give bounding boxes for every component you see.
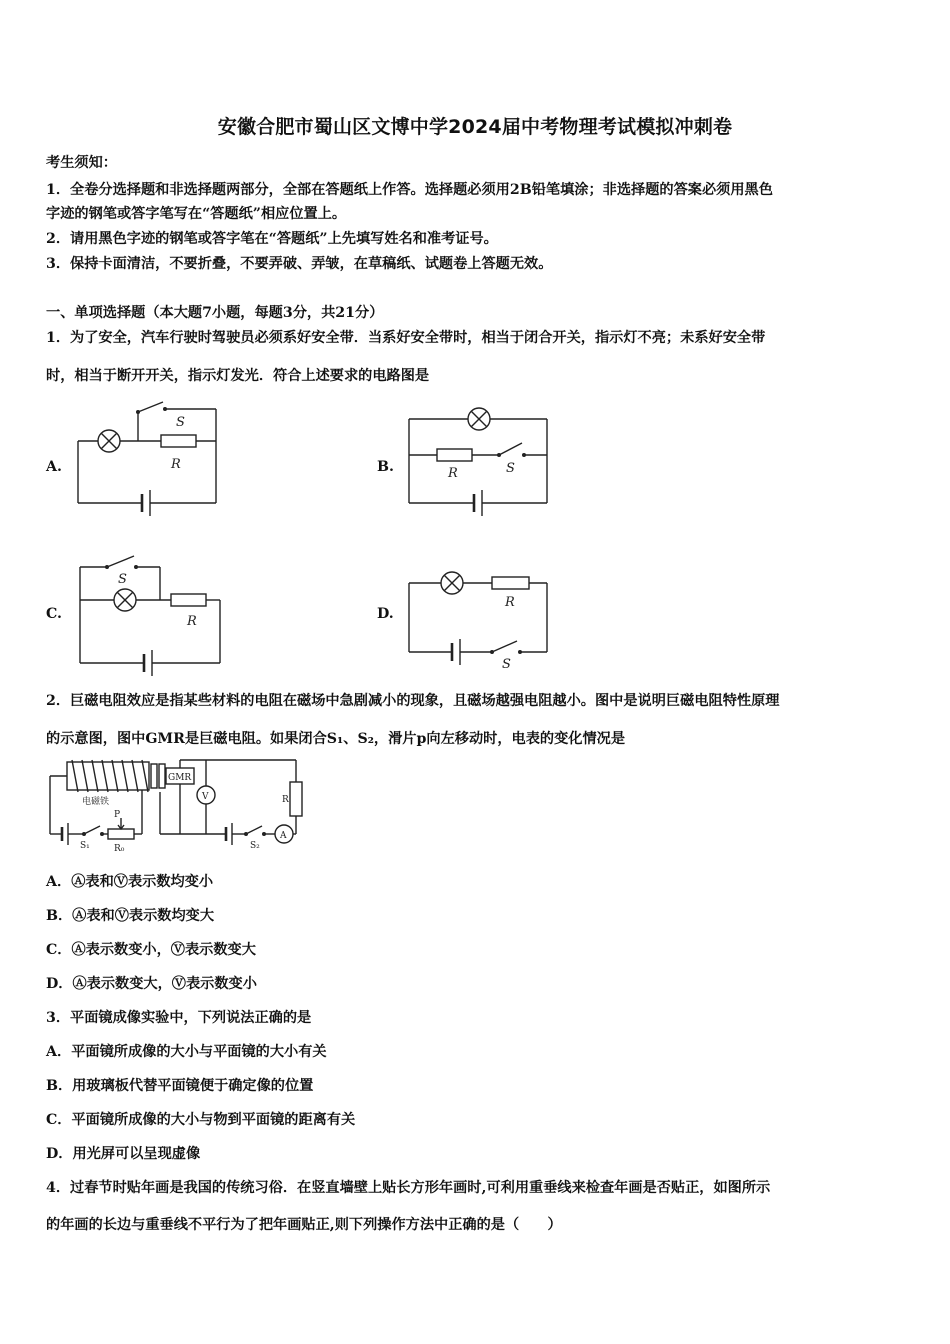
resistor-label: R <box>505 595 515 610</box>
circuit-d <box>409 572 547 672</box>
page-title: 安徽合肥市蜀山区文博中学2024届中考物理考试模拟冲刺卷 <box>217 116 733 138</box>
option-a-label: A. <box>46 459 62 475</box>
option-b-label: B. <box>377 459 394 475</box>
question-3-stem: 3．平面镜成像实验中，下列说法正确的是 <box>46 1010 312 1026</box>
option-d: D．Ⓐ表示数变大，Ⓥ表示数变小 <box>46 976 257 992</box>
circuit-a <box>78 402 216 516</box>
question-1-stem: 1．为了安全，汽车行驶时驾驶员必须系好安全带．当系好安全带时，相当于闭合开关，指示灯不亮；未系好安全带 <box>46 330 766 346</box>
s1-label: S₁ <box>80 841 90 851</box>
notice-heading: 考生须知： <box>46 155 117 171</box>
option-c: C．平面镜所成像的大小与物到平面镜的距离有关 <box>46 1112 356 1128</box>
option-c: C．Ⓐ表示数变小，Ⓥ表示数变大 <box>46 942 256 958</box>
question-2-stem: 的示意图，图中GMR是巨磁电阻。如果闭合S₁、S₂，滑片p向左移动时，电表的变化情况是 <box>46 731 626 747</box>
s2-label: S₂ <box>250 841 260 851</box>
section-heading: 一、单项选择题（本大题7小题，每题3分，共21分） <box>46 305 384 321</box>
r0-label: R₀ <box>114 844 125 854</box>
switch-label: S <box>118 572 127 587</box>
option-c-label: C. <box>46 606 62 622</box>
option-b: B．用玻璃板代替平面镜便于确定像的位置 <box>46 1078 314 1094</box>
question-1-stem: 时，相当于断开开关，指示灯发光．符合上述要求的电路图是 <box>46 368 430 384</box>
notice-item: 1．全卷分选择题和非选择题两部分，全部在答题纸上作答。选择题必须用2B铅笔填涂；非选择题的答案必须用黑色 <box>46 182 773 198</box>
circuit-c <box>80 556 220 676</box>
circuit-b <box>409 408 547 516</box>
option-d: D．用光屏可以呈现虚像 <box>46 1146 201 1162</box>
notice-item: 字迹的钢笔或答字笔写在“答题纸”相应位置上。 <box>46 206 347 222</box>
option-a: A．Ⓐ表和Ⓥ表示数均变小 <box>46 874 214 890</box>
notice-item: 3．保持卡面清洁，不要折叠，不要弄破、弄皱，在草稿纸、试题卷上答题无效。 <box>46 256 553 272</box>
switch-label: S <box>176 415 185 430</box>
resistor-label: R <box>187 614 197 629</box>
ammeter-label: A <box>280 831 287 841</box>
option-d-label: D. <box>377 606 394 622</box>
option-a: A．平面镜所成像的大小与平面镜的大小有关 <box>46 1044 327 1060</box>
switch-label: S <box>502 657 511 672</box>
question-4-stem: 4．过春节时贴年画是我国的传统习俗．在竖直墙壁上贴长方形年画时,可利用重垂线来检查年画是否贴正，如图所示 <box>46 1180 771 1196</box>
resistor-label: R <box>171 457 181 472</box>
question-2-stem: 2．巨磁电阻效应是指某些材料的电阻在磁场中急剧减小的现象，且磁场越强电阻越小。图中是说明巨磁电阻特性原理 <box>46 693 780 709</box>
voltmeter-label: V <box>202 792 209 802</box>
option-b: B．Ⓐ表和Ⓥ表示数均变大 <box>46 908 215 924</box>
gmr-label: GMR <box>168 773 192 783</box>
resistor-label: R <box>448 466 458 481</box>
electromagnet-label: 电磁铁 <box>82 797 110 807</box>
r-label: R <box>282 795 289 805</box>
notice-item: 2．请用黑色字迹的钢笔或答字笔在“答题纸”上先填写姓名和准考证号。 <box>46 231 498 247</box>
question-4-stem: 的年画的长边与重垂线不平行为了把年画贴正,则下列操作方法中正确的是（ ） <box>46 1217 562 1233</box>
gmr-figure <box>50 760 302 854</box>
switch-label: S <box>506 461 515 476</box>
slider-label: P <box>114 810 121 820</box>
